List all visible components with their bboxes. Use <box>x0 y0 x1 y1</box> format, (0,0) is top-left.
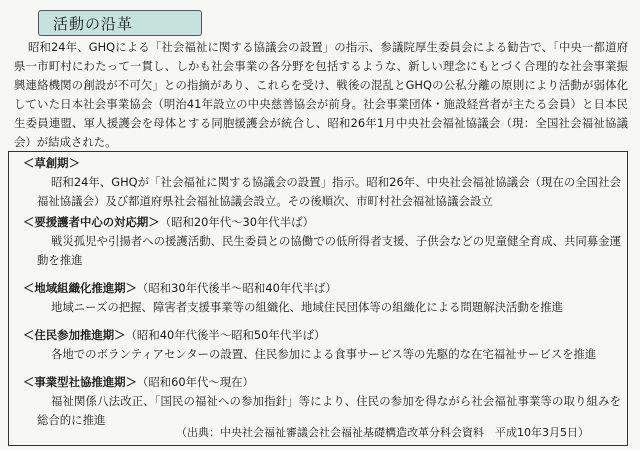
period-heading <box>23 154 621 173</box>
section-title: 活動の沿革 <box>53 14 134 33</box>
period-heading <box>23 213 621 232</box>
period-name: ＜要援護者中心の対応期＞ <box>23 215 160 229</box>
period-name: ＜事業型社協推進期＞ <box>23 375 137 389</box>
period-description: 昭和24年、GHQが「社会福祉に関する協議会の設置」指示。昭和26年、中央社会福祉協議会（現在の全国社会福祉協議会）及び都道府県社会福祉協議会設立。その後順次、市町村社会福祉協議会設立 <box>37 175 621 208</box>
period-range: （昭和40年代後半～昭和50年代半ば） <box>125 328 326 342</box>
period-description: 各地でのボランティアセンターの設置、住民参加による食事サービス等の先駆的な在宅福祉サービスを推進 <box>51 347 597 361</box>
period-description: 福祉関係八法改正、「国民の福祉への参加指針」等により、住民の参加を得ながら社会福祉事業等の取り組みを総合的に推進 <box>37 394 621 427</box>
period-name: ＜地域組織化推進期＞ <box>23 281 137 295</box>
period-description: 戦災孤児や引揚者への援護活動、民生委員との協働での低所得者支援、子供会などの児童健全育成、共同募金運動を推進 <box>37 234 621 267</box>
period-resident-participation <box>23 326 621 364</box>
period-community-organization <box>23 279 621 317</box>
period-range: （昭和30年代後半～昭和40年代半ば） <box>136 281 337 295</box>
period-heading <box>23 326 621 345</box>
period-heading <box>23 373 621 392</box>
period-business-council <box>23 373 621 430</box>
source-citation: （出典：中央社会福祉審議会社会福祉基礎構造改革分科会資料 平成10年3月5日） <box>176 426 589 439</box>
period-heading <box>23 279 621 298</box>
period-description: 地域ニーズの把握、障害者支援事業等の組織化、地域住民団体等の組織化による問題解決活動を推進 <box>51 300 564 314</box>
history-periods-box <box>8 151 628 446</box>
period-name: ＜草創期＞ <box>23 156 80 170</box>
period-range: （昭和60年代～現在） <box>136 375 254 389</box>
period-founding <box>23 154 621 211</box>
period-needy-support <box>23 213 621 270</box>
intro-paragraph: 昭和24年、GHQによる「社会福祉に関する協議会の設置」の指示、参議院厚生委員会による勧告で、「中央一都道府県一市町村にわたって一貫し、しかも社会事業の各分野を包括するような、新しい理念にもとづく合理的な社会事業振興連絡機関の創設が不可欠」との指摘があり、これらを受け、戦後の混乱とGHQの公私分離の原則により活動が弱体化していた日本社会事業協会（明治41年設立の中央慈善協会が前身。社会事業団体・施設経営者が主たる会員）と日本民生委員連盟、軍人援護会を母体とする同胞援護会が統合し、昭和26年1月中央社会福祉協議会（現：全国社会福祉協議会）が結成された。 <box>14 40 628 149</box>
section-title-box <box>38 10 202 36</box>
period-name: ＜住民参加推進期＞ <box>23 328 126 342</box>
period-range: （昭和20年代～30年代半ば） <box>159 215 314 229</box>
